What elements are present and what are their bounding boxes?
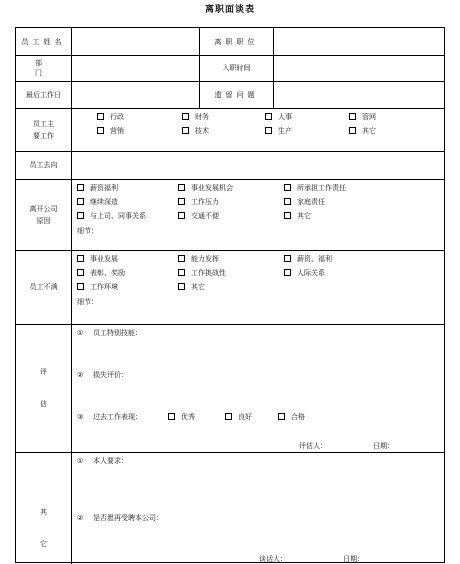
reason-option[interactable]: 家庭责任 [284,197,325,207]
checkbox-icon[interactable] [284,255,291,262]
checkbox-icon[interactable] [77,184,84,191]
employee-name-field[interactable] [72,28,199,55]
reasons-label: 离开公司 原因 [29,204,58,225]
checkbox-icon[interactable] [182,127,189,134]
checkbox-icon[interactable] [182,113,189,120]
dissatisfaction-option[interactable]: 工作环境 [77,282,118,292]
reason-option[interactable]: 交通不便 [178,211,219,221]
other-label: 其 它 [40,508,47,548]
main-work-option[interactable]: 人事 [265,112,292,122]
row-divider [16,452,444,453]
evaluation-item-skills: ① 员工特别技能： [77,329,142,337]
checkbox-icon[interactable] [77,269,84,276]
entry-date-label: 入职时间 [222,64,251,72]
checkbox-icon[interactable] [278,413,285,420]
performance-option[interactable]: 优秀 [168,412,195,422]
checkbox-icon[interactable] [97,113,104,120]
main-work-option[interactable]: 生产 [265,126,292,136]
other-item-rehire: ② 是否愿再受聘本公司： [77,514,163,522]
row-divider [16,324,444,325]
dissatisfaction-option[interactable]: 人际关系 [284,268,325,278]
reason-option[interactable]: 继续深造 [77,197,118,207]
dissatisfaction-option[interactable]: 能力发挥 [178,254,219,264]
destination-field[interactable] [72,151,444,179]
checkbox-icon[interactable] [265,113,272,120]
checkbox-icon[interactable] [284,198,291,205]
reason-option[interactable]: 事业发展机会 [178,183,233,193]
department-field[interactable] [72,55,199,81]
reasons-detail-label: 细节： [77,227,98,235]
destination-label: 员工去向 [29,161,58,169]
main-work-option[interactable]: 营销 [97,126,124,136]
entry-date-field[interactable] [274,55,444,81]
dissatisfaction-option[interactable]: 事业发展 [77,254,118,264]
main-work-option[interactable]: 技术 [182,126,209,136]
checkbox-icon[interactable] [178,198,185,205]
evaluation-date-label: 日期： [373,442,394,450]
checkbox-icon[interactable] [349,127,356,134]
last-work-day-label: 最后工作日 [26,90,61,99]
evaluator-label: 评估人： [299,442,327,450]
checkbox-icon[interactable] [97,127,104,134]
checkbox-icon[interactable] [77,198,84,205]
other-date-label: 日期： [343,555,364,563]
evaluation-item-performance: ③ 过去工作表现： [77,413,142,421]
checkbox-icon[interactable] [284,212,291,219]
reason-option[interactable]: 所承担工作责任 [284,183,346,193]
dissatisfaction-detail-label: 细节： [77,298,98,306]
resign-position-label: 离职职位 [214,37,259,46]
checkbox-icon[interactable] [265,127,272,134]
performance-option[interactable]: 良好 [225,412,252,422]
dissatisfaction-option[interactable]: 工作挑战性 [178,268,226,278]
main-work-option[interactable]: 其它 [349,126,376,136]
interviewer-label: 谈话人： [259,555,287,563]
column-divider [71,28,72,564]
checkbox-icon[interactable] [349,113,356,120]
checkbox-icon[interactable] [284,184,291,191]
reason-option[interactable]: 与上司、同事关系 [77,211,146,221]
dissatisfaction-option[interactable]: 薪资、福利 [284,254,332,264]
performance-option[interactable]: 合格 [278,412,305,422]
dissatisfaction-option[interactable]: 表彰、奖励 [77,268,125,278]
row-divider [16,108,444,109]
checkbox-icon[interactable] [178,269,185,276]
reason-option[interactable]: 工作压力 [178,197,219,207]
checkbox-icon[interactable] [178,184,185,191]
dissatisfaction-label: 员工不满 [29,283,58,291]
checkbox-icon[interactable] [225,413,232,420]
row-divider [16,179,444,180]
main-work-option[interactable]: 管网 [349,112,376,122]
checkbox-icon[interactable] [178,212,185,219]
evaluation-label: 评 估 [40,368,47,408]
checkbox-icon[interactable] [77,283,84,290]
last-work-day-field[interactable] [72,81,199,108]
reason-option[interactable]: 其它 [284,211,311,221]
remaining-issues-field[interactable] [274,81,444,108]
dissatisfaction-option[interactable]: 其它 [178,282,205,292]
checkbox-icon[interactable] [168,413,175,420]
checkbox-icon[interactable] [284,269,291,276]
row-divider [16,250,444,251]
employee-name-label: 员工姓名 [21,37,66,46]
evaluation-item-loss: ② 损失评价： [77,371,128,379]
reason-option[interactable]: 薪资福利 [77,183,118,193]
checkbox-icon[interactable] [178,283,185,290]
resign-position-field[interactable] [274,28,444,55]
main-work-option[interactable]: 财务 [182,112,209,122]
main-work-label: 员工主 要工作 [33,119,54,140]
resignation-interview-form [15,27,445,563]
main-work-option[interactable]: 行政 [97,112,124,122]
page-title: 离职面谈表 [204,5,255,15]
checkbox-icon[interactable] [77,255,84,262]
checkbox-icon[interactable] [178,255,185,262]
other-item-request: ① 本人要求： [77,457,128,465]
remaining-issues-label: 遗留问题 [214,90,259,99]
department-label: 部门 [35,59,64,77]
checkbox-icon[interactable] [77,212,84,219]
